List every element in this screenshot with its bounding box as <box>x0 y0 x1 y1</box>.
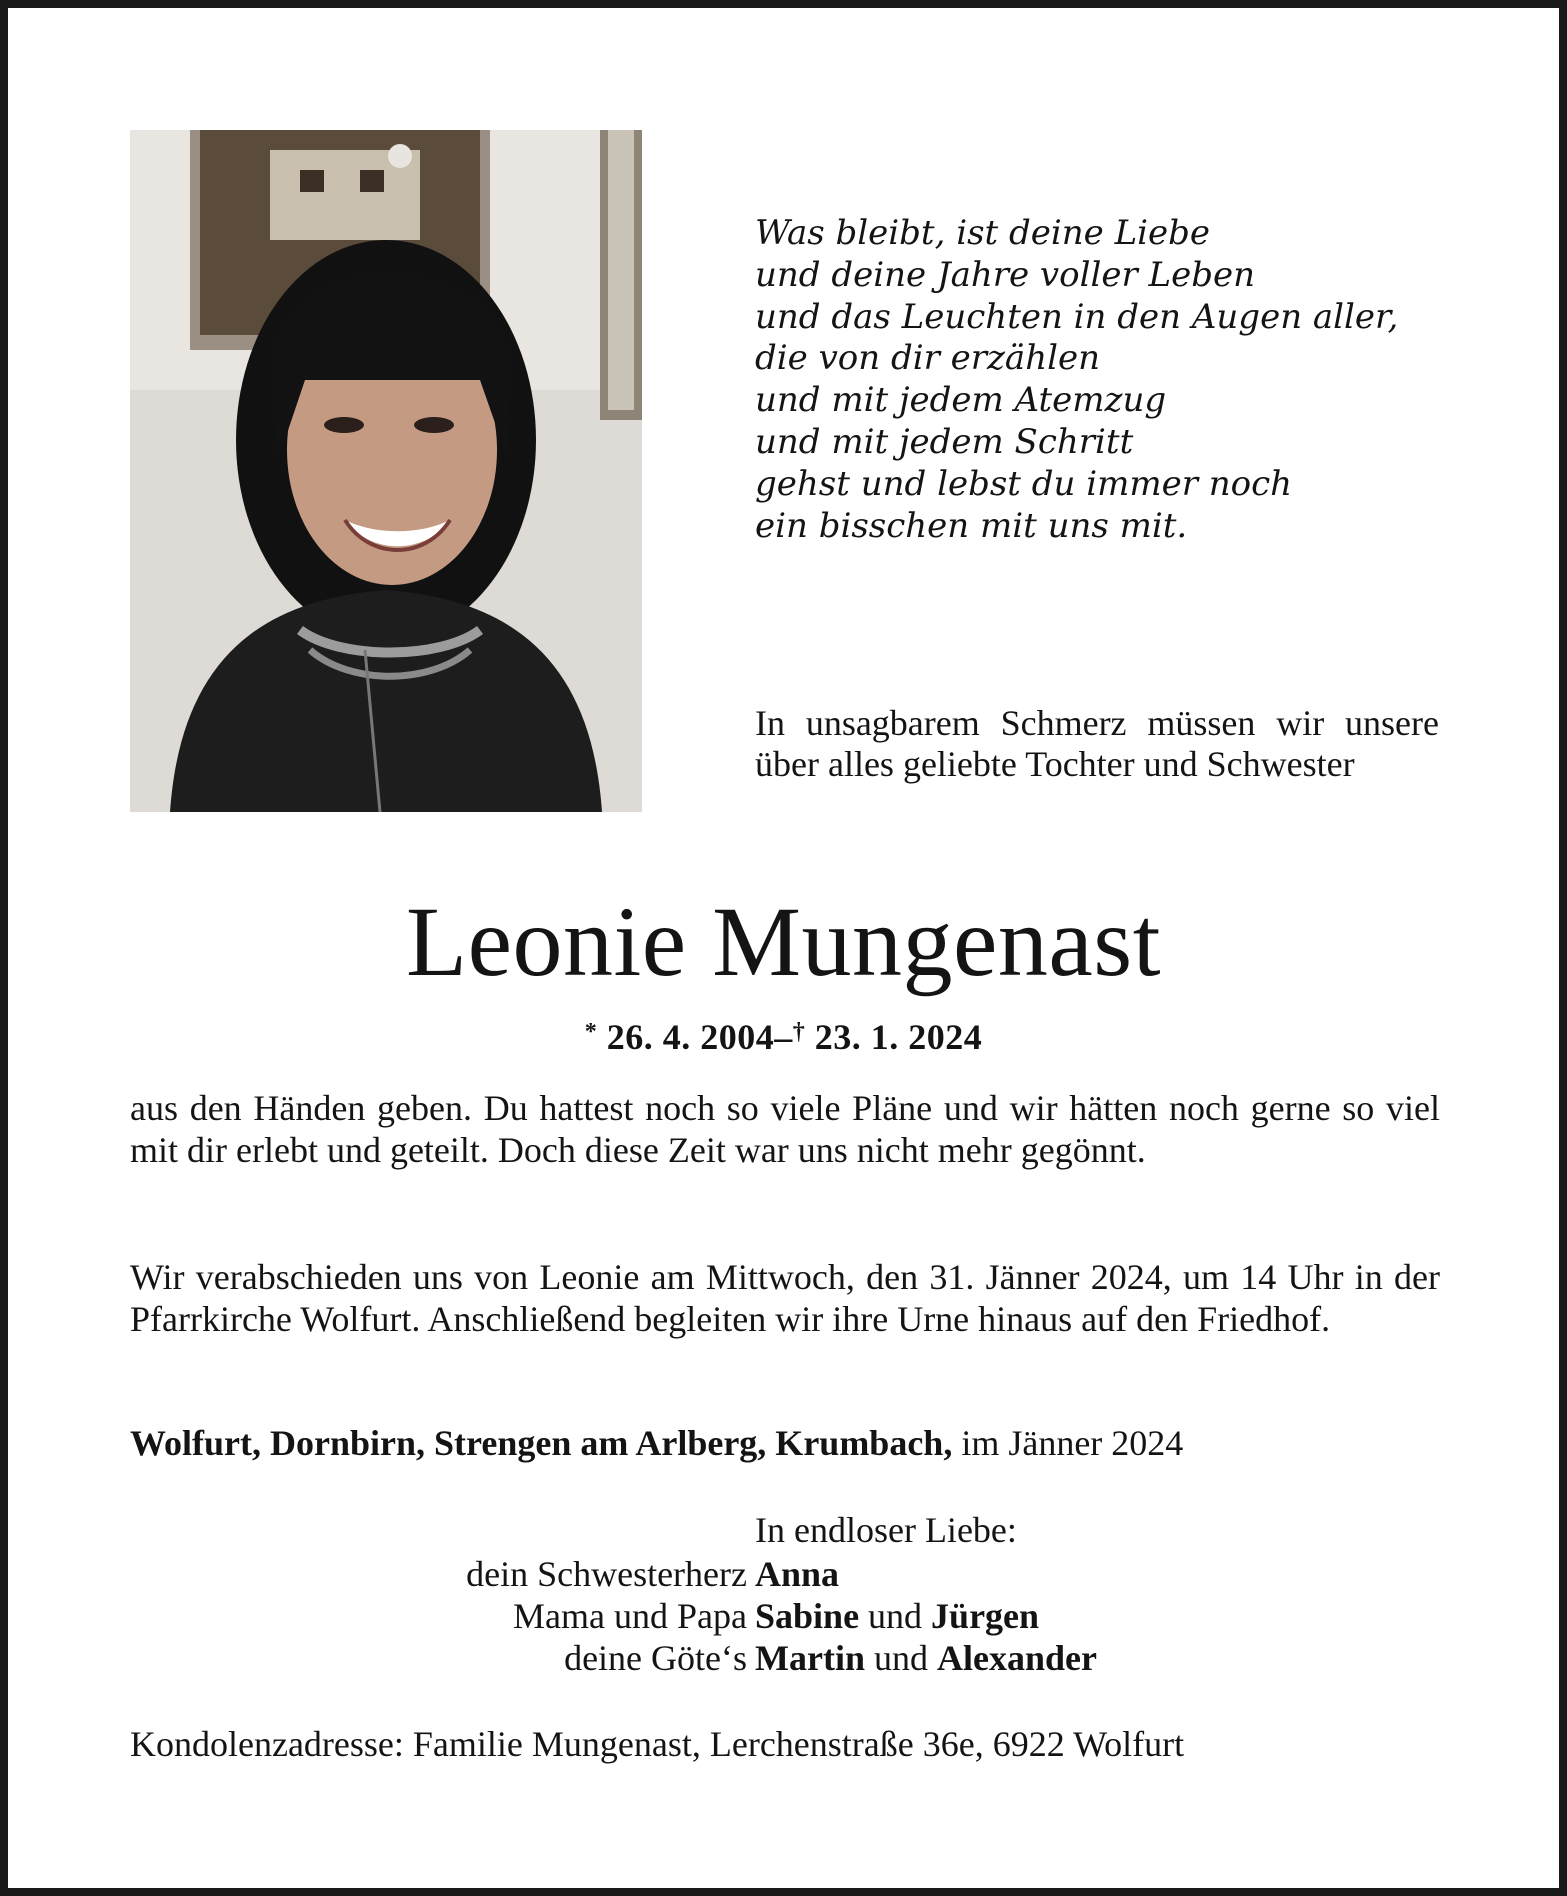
birth-symbol: * <box>584 1019 598 1045</box>
portrait-photo <box>130 130 642 812</box>
birth-date: 26. 4. 2004 <box>606 1017 775 1057</box>
poem-line: gehst und lebst du immer noch <box>755 463 1293 504</box>
signoff-heading: In endloser Liebe: <box>755 1510 1017 1550</box>
paragraph-farewell: aus den Händen geben. Du hattest noch so viele Pläne und wir hätten noch gerne so viel mit dir erlebt und geteilt. Doch diese Zeit war uns nicht mehr gegönnt. <box>130 1088 1440 1170</box>
places-date: im Jänner 2024 <box>961 1423 1184 1463</box>
signer-name: Alexander <box>936 1638 1097 1678</box>
life-dates <box>8 1010 1559 1059</box>
poem-line: und das Leuchten in den Augen aller, <box>755 296 1399 337</box>
signer-name: Anna <box>755 1554 840 1594</box>
signer-row <box>8 1553 1559 1595</box>
signer-names <box>755 1637 1097 1679</box>
signer-relation: Mama und Papa <box>513 1596 747 1636</box>
signer-name: Martin <box>755 1638 865 1678</box>
signer-conjunction: und <box>868 1596 923 1636</box>
portrait-illustration <box>130 130 642 812</box>
signers-list <box>8 1553 1559 1679</box>
intro-text: In unsagbarem Schmerz müssen wir unsere über alles geliebte Tochter und Schwester <box>755 703 1439 784</box>
signer-conjunction: und <box>873 1638 928 1678</box>
signer-relation: dein Schwesterherz <box>466 1554 747 1594</box>
places-towns: Wolfurt, Dornbirn, Strengen am Arlberg, Krumbach, <box>130 1423 953 1463</box>
death-symbol: † <box>792 1019 806 1045</box>
condolence-address: Kondolenzadresse: Familie Mungenast, Lerchenstraße 36e, 6922 Wolfurt <box>130 1724 1185 1764</box>
signer-row <box>8 1637 1559 1679</box>
date-separator: – <box>774 1017 793 1057</box>
signer-names <box>755 1595 1039 1637</box>
poem-line: Was bleibt, ist deine Liebe <box>755 213 1211 253</box>
signer-relation: deine Göte‘s <box>564 1638 747 1678</box>
poem-line: und mit jedem Schritt <box>755 421 1134 462</box>
deceased-name: Leonie Mungenast <box>405 886 1162 997</box>
places-line <box>130 1422 1470 1464</box>
signer-names <box>755 1553 839 1595</box>
paragraph-funeral-details: Wir verabschieden uns von Leonie am Mittwoch, den 31. Jänner 2024, um 14 Uhr in der Pfarrkirche Wolfurt. Anschließend begleiten wir ihre Urne hinaus auf den Friedhof. <box>130 1257 1440 1339</box>
poem-line: und mit jedem Atemzug <box>755 380 1167 421</box>
obituary-page <box>8 8 1559 1888</box>
poem-line: und deine Jahre voller Leben <box>755 254 1256 295</box>
signer-name: Jürgen <box>931 1596 1040 1636</box>
death-date: 23. 1. 2024 <box>814 1017 983 1057</box>
signer-name: Sabine <box>755 1596 860 1636</box>
memorial-poem <box>755 213 1475 547</box>
poem-line: ein bisschen mit uns mit. <box>755 505 1188 546</box>
signer-row <box>8 1595 1559 1637</box>
poem-line: die von dir erzählen <box>755 338 1100 379</box>
